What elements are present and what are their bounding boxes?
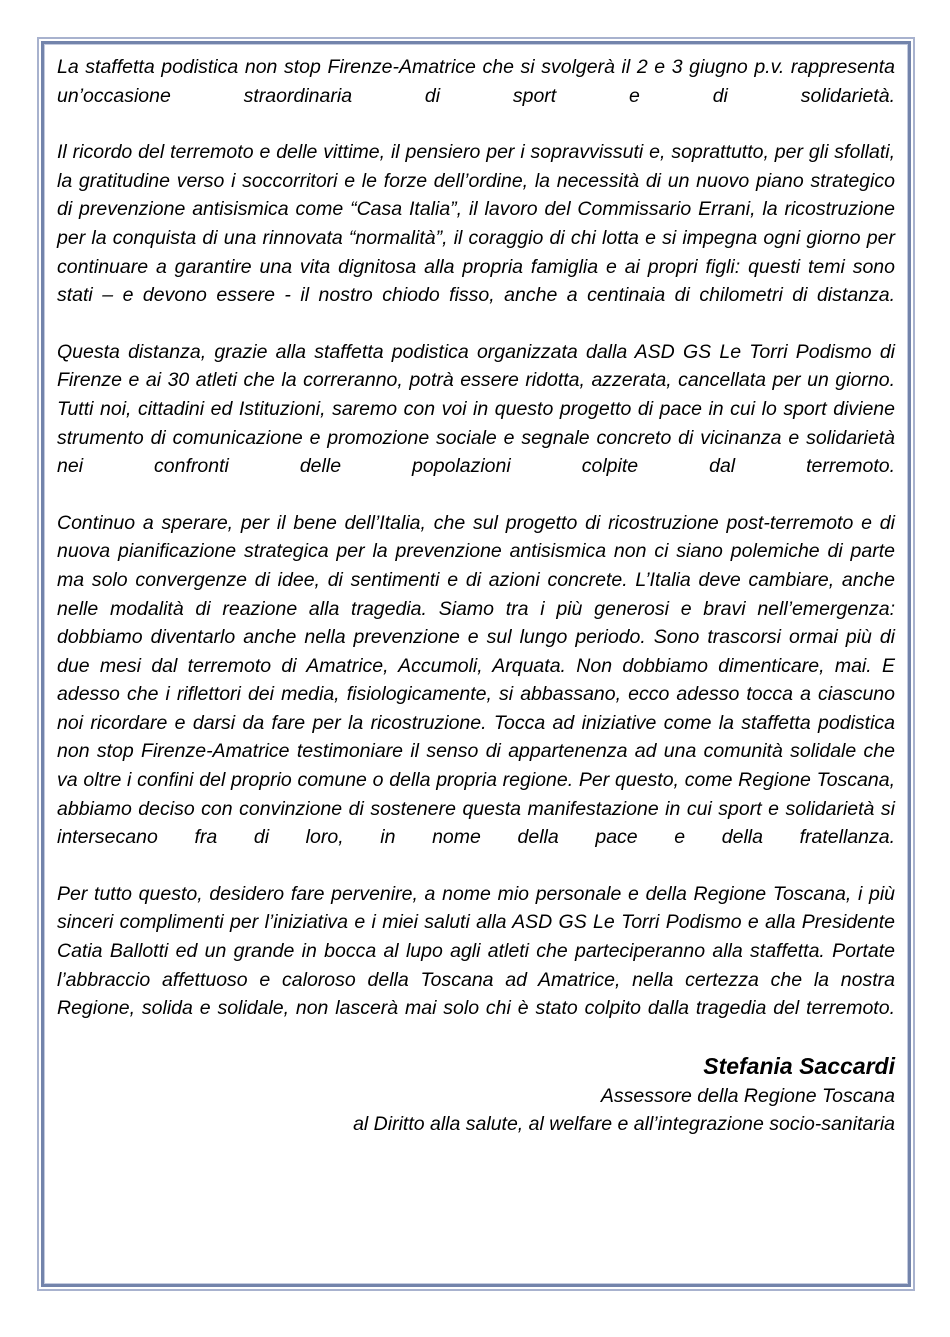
letter-paragraph-5: Per tutto questo, desidero fare pervenire, a nome mio personale e della Regione Toscana, i più sinceri complimenti per l’iniziativa e i miei saluti alla ASD GS Le Torri Podismo e alla Presidente Catia Ballotti ed un grande in bocca al lupo agli atleti che parteciperanno alla staffetta. Portate l’abbraccio affettuoso e caloroso della Toscana ad Amatrice, nella certezza che la nostra Regione, solida e solidale, non lascerà mai solo chi è stato colpito dalla tragedia del terremoto. <box>57 882 895 1020</box>
signature-block <box>57 1051 895 1139</box>
letter-paragraph-1: La staffetta podistica non stop Firenze-Amatrice che si svolgerà il 2 e 3 giugno p.v. rappresenta un’occasione straordinaria di sport e di solidarietà. <box>57 56 895 107</box>
page-border-outer <box>37 37 915 1291</box>
letter-paragraph-4: Continuo a sperare, per il bene dell’Italia, che sul progetto di ricostruzione post-terremoto e di nuova pianificazione strategica per la prevenzione antisismica non ci siano polemiche di parte ma solo convergenze di idee, di sentimenti e di azioni concrete. L’Italia deve cambiare, anche nelle modalità di reazione alla tragedia. Siamo tra i più generosi e bravi nell’emergenza: dobbiamo diventarlo anche nella prevenzione e sul lungo periodo. Sono trascorsi ormai più di due mesi dal terremoto di Amatrice, Accumoli, Arquata. Non dobbiamo dimenticare, mai. E adesso che i riflettori dei media, fisiologicamente, si abbassano, ecco adesso tocca a ciascuno noi ricordare e darsi da fare per la ricostruzione. Tocca ad iniziative come la staffetta podistica non stop Firenze-Amatrice testimoniare il senso di appartenenza ad una comunità solidale che va oltre i confini del proprio comune o della propria regione. Per questo, come Regione Toscana, abbiamo deciso con convinzione di sostenere questa manifestazione in cui sport e solidarietà si intersecano fra di loro, in nome della pace e della fratellanza. <box>57 511 895 849</box>
signature-role-line-2: al Diritto alla salute, al welfare e all’integrazione socio-sanitaria <box>353 1113 895 1136</box>
page-border-inner <box>44 44 908 1284</box>
signature-role-line-1: Assessore della Regione Toscana <box>600 1084 895 1107</box>
page-border-main <box>41 41 911 1287</box>
signature-name: Stefania Saccardi <box>703 1052 895 1079</box>
letter-paragraph-2: Il ricordo del terremoto e delle vittime, il pensiero per i sopravvissuti e, soprattutto, per gli sfollati, la gratitudine verso i soccorritori e le forze dell’ordine, la necessità di un nuovo piano strategico di prevenzione antisismica come “Casa Italia”, il lavoro del Commissario Errani, la ricostruzione per la conquista di una rinnovata “normalità”, il coraggio di chi lotta e si impegna ogni giorno per continuare a garantire una vita dignitosa alla propria famiglia e ai propri figli: questi temi sono stati – e devono essere - il nostro chiodo fisso, anche a centinaia di chilometri di distanza. <box>57 141 895 307</box>
letter-paragraph-3: Questa distanza, grazie alla staffetta podistica organizzata dalla ASD GS Le Torri Podismo di Firenze e ai 30 atleti che la correranno, potrà essere ridotta, azzerata, cancellata per un giorno. Tutti noi, cittadini ed Istituzioni, saremo con voi in questo progetto di pace in cui lo sport diviene strumento di comunicazione e promozione sociale e segnale concreto di vicinanza e solidarietà nei confronti delle popolazioni colpite dal terremoto. <box>57 340 895 478</box>
letter-body <box>57 53 895 1139</box>
